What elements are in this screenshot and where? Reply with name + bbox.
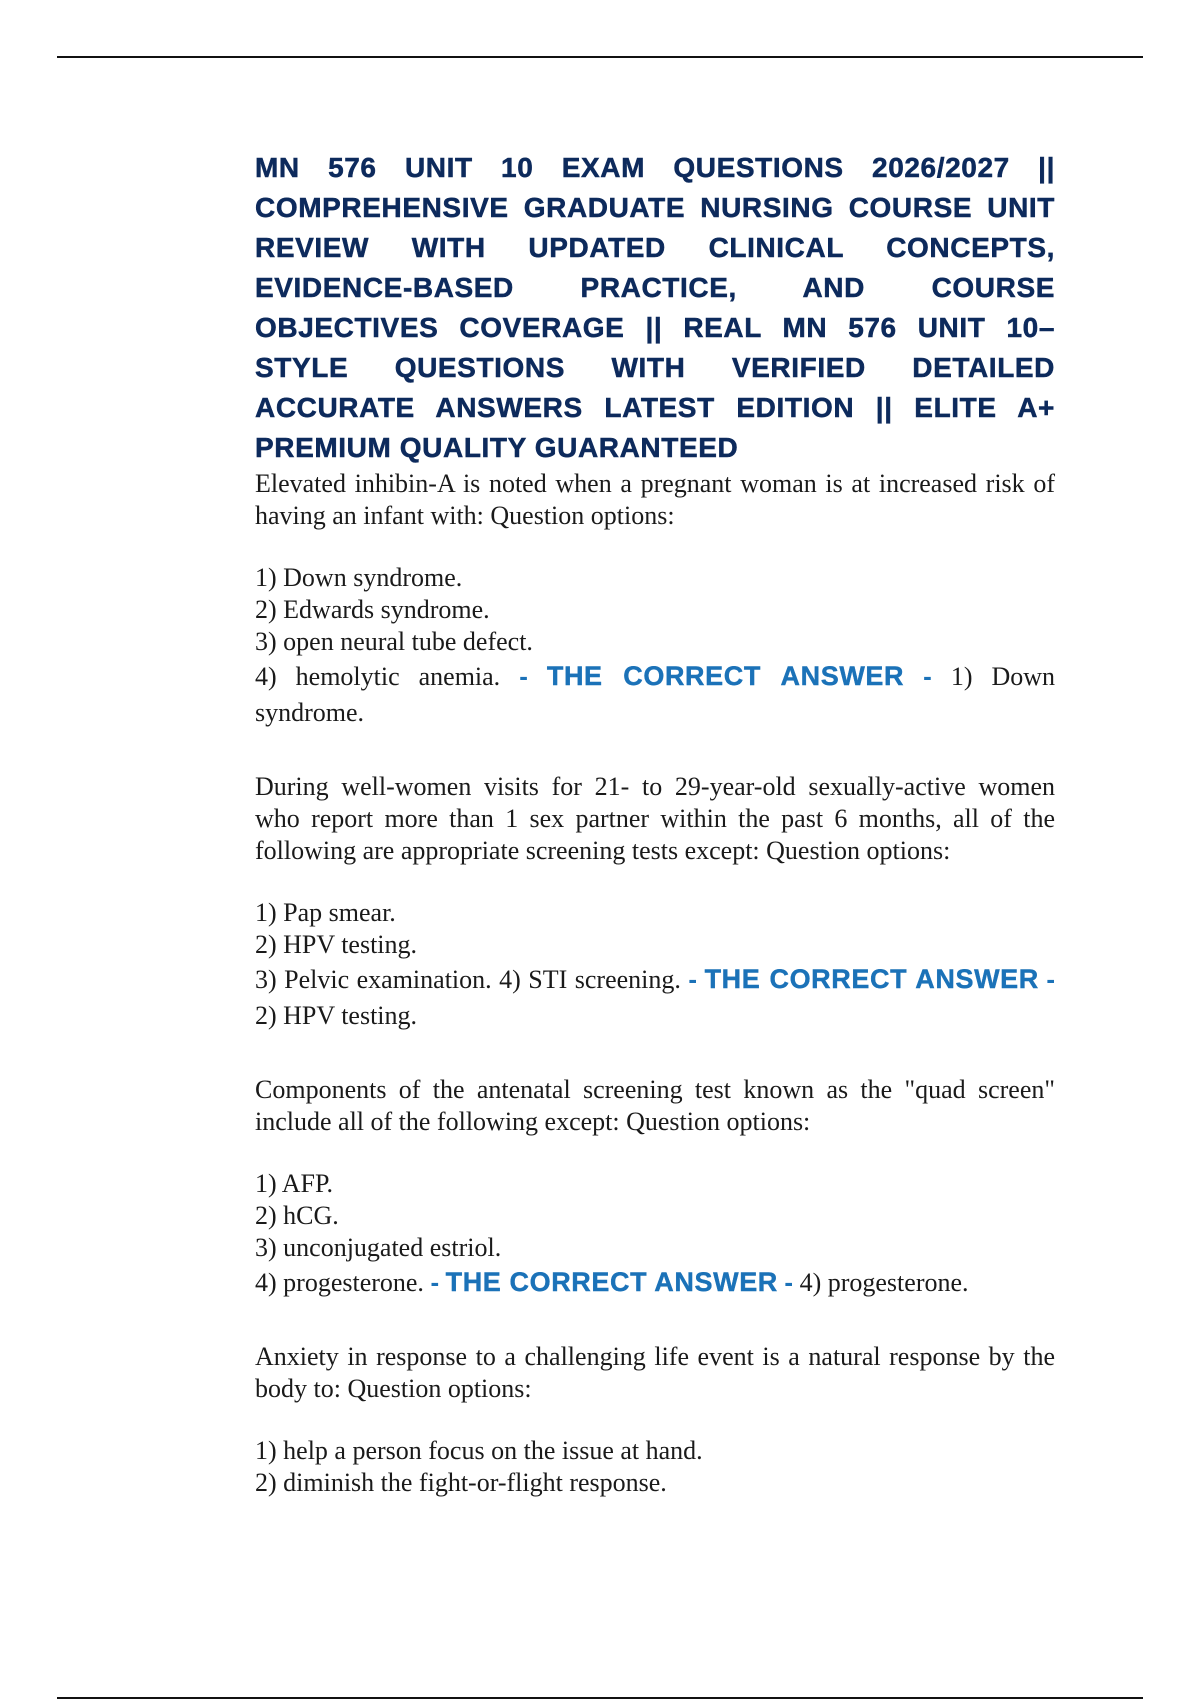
question-stem: Elevated inhibin-A is noted when a pregnant woman is at increased risk of having an infant with: Question options:: [255, 469, 1055, 530]
option-item: 2) Edwards syndrome.: [255, 595, 490, 624]
question-stem: During well-women visits for 21- to 29-year-old sexually-active women who report more than 1 sex partner within the past 6 months, all of the following are appropriate screening tests except: Question options:: [255, 772, 1055, 865]
answer-dash: -: [923, 661, 932, 691]
top-rule: [57, 56, 1143, 58]
question-stem: Components of the antenatal screening test known as the "quad screen" include all of the following except: Question options:: [255, 1075, 1055, 1136]
question-1: [255, 468, 1055, 731]
option-item: 4) hemolytic anemia.: [255, 662, 501, 691]
option-item: 1) help a person focus on the issue at hand.: [255, 1436, 703, 1465]
correct-answer-label: THE CORRECT ANSWER: [445, 1267, 778, 1297]
answer-dash: -: [430, 1267, 440, 1297]
correct-answer-value: 2) HPV testing.: [255, 1001, 418, 1030]
final-option-with-answer: [255, 658, 1055, 731]
option-item: 2) hCG.: [255, 1201, 339, 1230]
final-option-with-answer: [255, 1264, 1055, 1301]
options-list: [255, 1435, 1055, 1499]
options-list: [255, 562, 1055, 658]
option-item: 1) Down syndrome.: [255, 563, 463, 592]
correct-answer-value: 1) Down syndrome.: [255, 662, 1056, 727]
bottom-rule: [57, 1697, 1143, 1699]
option-item: 3) unconjugated estriol.: [255, 1233, 502, 1262]
option-item: 1) Pap smear.: [255, 898, 396, 927]
question-3: [255, 1074, 1055, 1301]
question-stem: Anxiety in response to a challenging life event is a natural response by the body to: Question options:: [255, 1342, 1055, 1403]
answer-dash: -: [784, 1267, 794, 1297]
document-title: MN 576 UNIT 10 EXAM QUESTIONS 2026/2027 || COMPREHENSIVE GRADUATE NURSING COURSE UNIT REVIEW WITH UPDATED CLINICAL CONCEPTS, EVIDENCE-BASED PRACTICE, AND COURSE OBJECTIVES COVERAGE || REAL MN 576 UNIT 10–STYLE QUESTIONS WITH VERIFIED DETAILED ACCURATE ANSWERS LATEST EDITION || ELITE A+ PREMIUM QUALITY GUARANTEED: [255, 152, 1055, 463]
answer-dash: -: [1046, 964, 1056, 994]
correct-answer-label: THE CORRECT ANSWER: [704, 964, 1039, 994]
answer-dash: -: [688, 964, 698, 994]
question-4: [255, 1341, 1055, 1499]
correct-answer-value: 4) progesterone.: [799, 1268, 969, 1297]
option-item: 4) progesterone.: [255, 1268, 424, 1297]
option-item: 2) HPV testing.: [255, 930, 418, 959]
options-list: [255, 897, 1055, 961]
option-item: 3) Pelvic examination. 4) STI screening.: [255, 965, 681, 994]
final-option-with-answer: [255, 961, 1055, 1034]
options-list: [255, 1168, 1055, 1264]
option-item: 1) AFP.: [255, 1169, 334, 1198]
page-content: [255, 148, 1055, 1499]
answer-dash: -: [519, 661, 528, 691]
correct-answer-label: THE CORRECT ANSWER: [546, 661, 905, 691]
question-2: [255, 771, 1055, 1034]
option-item: 3) open neural tube defect.: [255, 627, 533, 656]
option-item: 2) diminish the fight-or-flight response.: [255, 1468, 667, 1497]
